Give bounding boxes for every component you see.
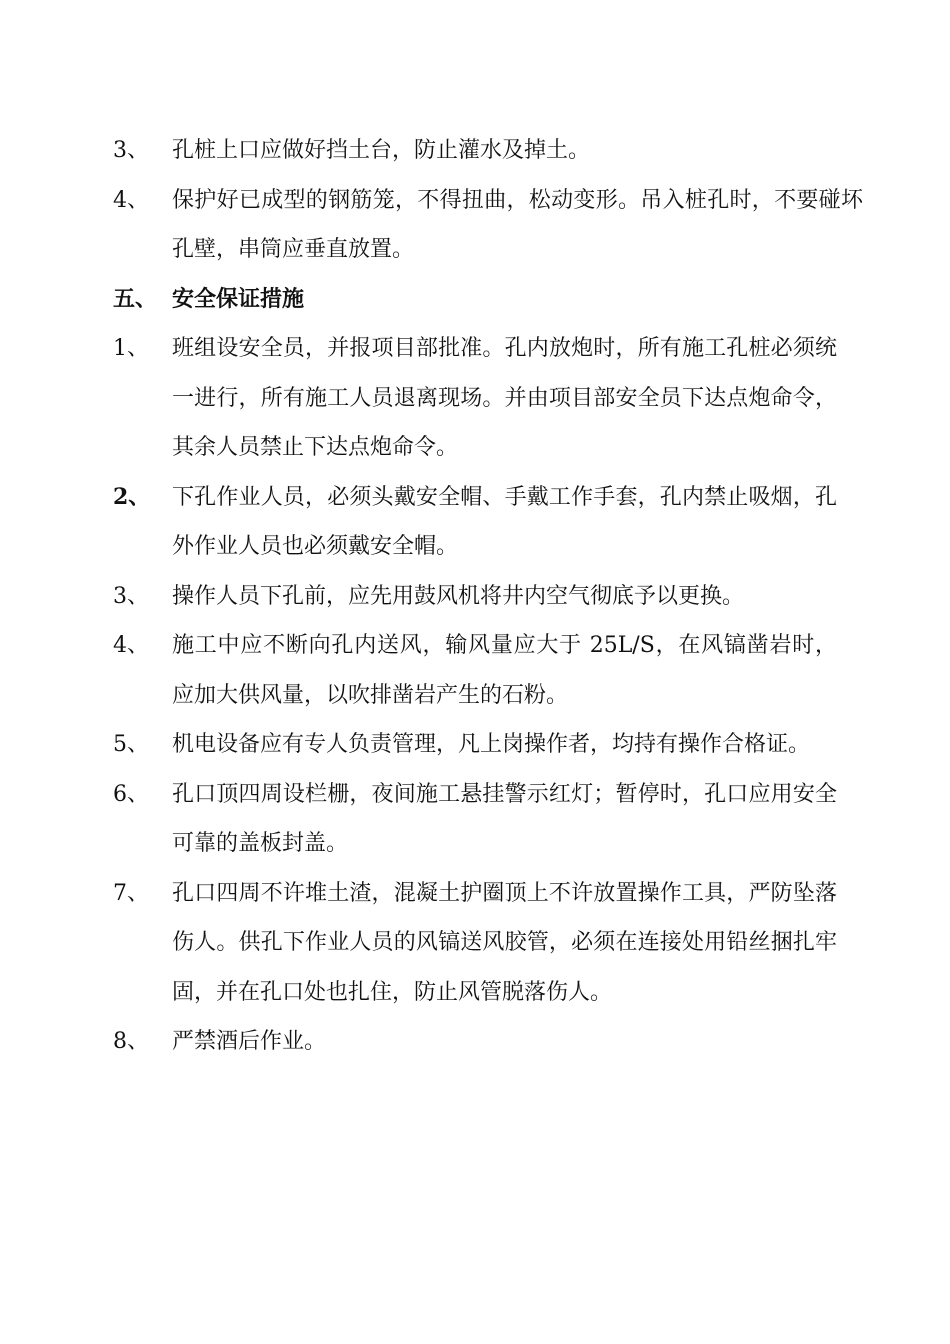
section-title: 安全保证措施 — [172, 285, 305, 312]
item-text: 保护好已成型的钢筋笼，不得扭曲，松动变形。吊入桩孔时，不要碰坏孔壁，串筒应垂直放置。 — [172, 187, 863, 262]
item-text: 孔桩上口应做好挡土台，防止灌水及掉土。 — [172, 138, 591, 163]
item-text: 操作人员下孔前，应先用鼓风机将井内空气彻底予以更换。 — [172, 583, 745, 609]
item-number: 5、 — [113, 732, 149, 757]
list-item — [113, 621, 863, 720]
item-text: 孔口顶四周设栏栅，夜间施工悬挂警示红灯；暂停时，孔口应用安全可靠的盖板封盖。 — [172, 781, 837, 856]
item-number: 3、 — [113, 138, 149, 163]
item-text: 班组设安全员，并报项目部批准。孔内放炮时，所有施工孔桩必须统一进行，所有施工人员退离现场。并由项目部安全员下达点炮命令，其余人员禁止下达点炮命令。 — [172, 336, 837, 460]
list-item — [113, 1017, 863, 1067]
item-text: 严禁酒后作业。 — [172, 1029, 327, 1054]
item-number: 1、 — [113, 336, 149, 361]
item-number: 8、 — [113, 1029, 149, 1054]
item-text: 施工中应不断向孔内送风，输风量应大于 25L/S，在风镐凿岩时，应加大供风量，以吹排凿岩产生的石粉。 — [172, 633, 837, 708]
item-number: 3、 — [113, 583, 149, 609]
item-number: 4、 — [113, 633, 149, 658]
list-item — [113, 869, 863, 1018]
item-number: 6、 — [113, 781, 149, 807]
item-number: 2、 — [113, 483, 151, 510]
section-number: 五、 — [113, 285, 158, 312]
list-item — [113, 324, 863, 473]
list-item — [113, 720, 863, 770]
list-item — [113, 473, 863, 572]
list-item — [113, 126, 863, 176]
item-number: 7、 — [113, 880, 149, 906]
section-heading — [113, 275, 863, 325]
item-number: 4、 — [113, 187, 149, 213]
list-item — [113, 770, 863, 869]
list-item — [113, 176, 863, 275]
list-item — [113, 572, 863, 622]
item-text: 孔口四周不许堆土渣，混凝土护圈顶上不许放置操作工具，严防坠落伤人。供孔下作业人员的风镐送风胶管，必须在连接处用铅丝捆扎牢固，并在孔口处也扎住，防止风管脱落伤人。 — [172, 880, 837, 1005]
item-text: 机电设备应有专人负责管理，凡上岗操作者，均持有操作合格证。 — [172, 732, 811, 757]
item-text: 下孔作业人员，必须头戴安全帽、手戴工作手套，孔内禁止吸烟，孔外作业人员也必须戴安全帽。 — [172, 484, 837, 559]
document-body — [113, 126, 863, 1067]
